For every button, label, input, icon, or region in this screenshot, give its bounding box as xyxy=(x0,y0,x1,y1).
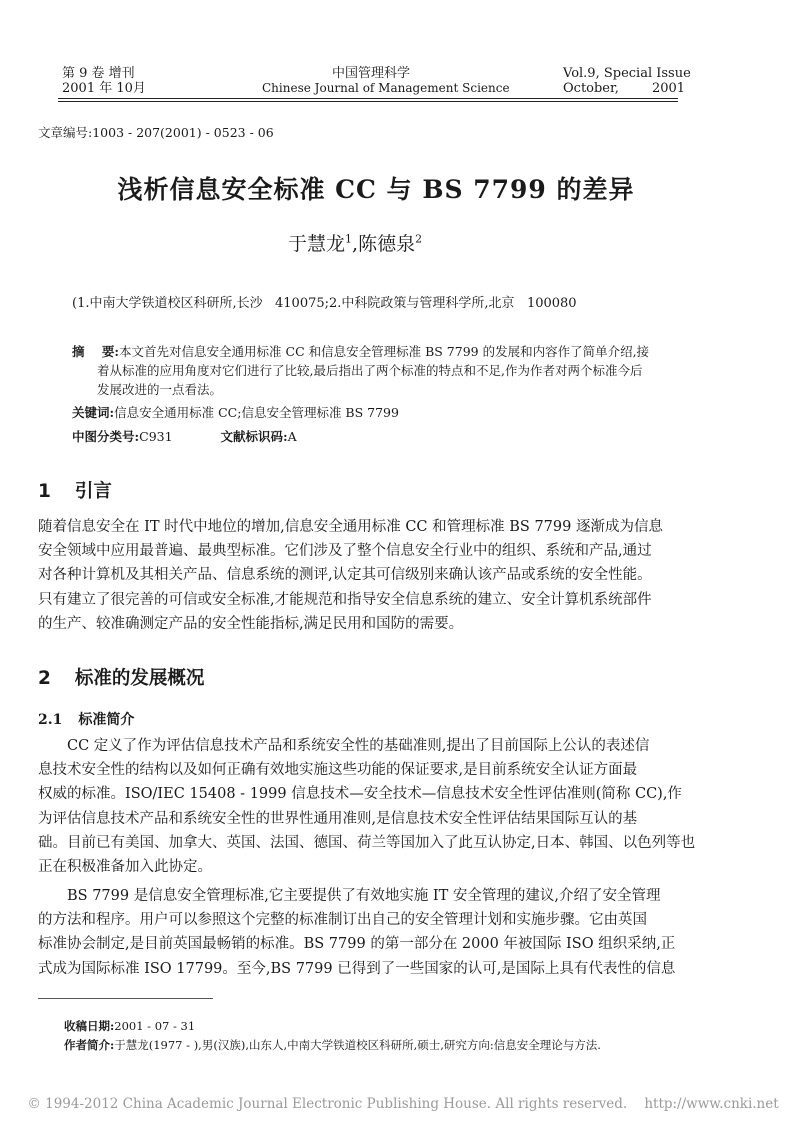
author-name: 陈德泉 xyxy=(358,233,416,255)
footnote-received xyxy=(64,1018,195,1034)
doc-code-label: 文献标识码: xyxy=(220,429,288,444)
keywords-label: 关键词: xyxy=(72,405,115,420)
affiliation: (1.中南大学铁道校区科研所,长沙 410075;2.中科院政策与管理科学所,北京 100080 xyxy=(72,296,577,311)
header-date-en: October, 2001 xyxy=(563,81,686,96)
bio-text: 于慧龙(1977 - ),男(汉族),山东人,中南大学铁道校区科研所,硕士,研究方向:信息安全理论与方法. xyxy=(114,1038,601,1052)
text-line: 对各种计算机及其相关产品、信息系统的测评,认定其可信级别来确认该产品或系统的安全性能。 xyxy=(38,567,652,584)
text-line: BS 7799 是信息安全管理标准,它主要提供了有效地实施 IT 安全管理的建议,介绍了安全管理 xyxy=(67,888,661,904)
text-line: 标准协会制定,是目前英国最畅销的标准。BS 7799 的第一部分在 2000 年被国际 ISO 组织采纳,正 xyxy=(38,936,676,953)
header-volume-en: Vol.9, Special Issue xyxy=(563,66,691,81)
text-line: 息技术安全性的结构以及如何正确有效地实施这些功能的保证要求,是目前系统安全认证方面最 xyxy=(38,762,638,779)
header-rule-bottom xyxy=(58,101,678,102)
author-affiliation-mark: 1 xyxy=(345,232,353,246)
header-volume: 第 9 卷 增刊 xyxy=(62,66,135,81)
text-line: 为评估信息技术产品和系统安全性的世界性通用准则,是信息技术安全性评估结果国际互认的基 xyxy=(38,810,638,827)
text-line: 的方法和程序。用户可以参照这个完整的标准制订出自己的安全管理计划和实施步骤。它由英国 xyxy=(38,912,647,929)
subsection-number: 2.1 xyxy=(38,712,63,728)
doc-code-value: A xyxy=(287,429,297,444)
journal-name-en: Chinese Journal of Management Science xyxy=(262,81,510,95)
author-separator: , xyxy=(352,233,359,255)
copyright-notice: © 1994-2012 China Academic Journal Electronic Publishing House. All rights reserved. http://www.cnki.net xyxy=(27,1096,779,1112)
section-title: 引言 xyxy=(74,481,112,502)
abstract-label: 摘 要: xyxy=(72,344,120,359)
bio-label: 作者简介: xyxy=(64,1038,115,1052)
text-line: 式成为国际标准 ISO 17799。至今,BS 7799 已得到了一些国家的认可,是国际上具有代表性的信息 xyxy=(38,960,676,977)
subsection-title: 标准简介 xyxy=(78,712,135,728)
section-heading xyxy=(38,664,204,690)
subsection21-para1 xyxy=(38,734,702,879)
received-date: 2001 - 07 - 31 xyxy=(114,1019,196,1033)
text-line: 随着信息安全在 IT 时代中地位的增加,信息安全通用标准 CC 和管理标准 BS 7799 逐渐成为信息 xyxy=(38,519,663,535)
paper-title: 浅析信息安全标准 CC 与 BS 7799 的差异 xyxy=(117,175,635,204)
author-name: 于慧龙 xyxy=(288,233,346,255)
section-number: 1 xyxy=(38,481,51,502)
abstract-line: 发展改进的一点看法。 xyxy=(97,382,223,397)
subsection21-para2 xyxy=(38,884,702,981)
header-rule-top xyxy=(58,98,678,99)
footnote-author-bio xyxy=(64,1037,601,1053)
footnote-rule xyxy=(38,998,213,999)
text-line: 安全领域中应用最普遍、最典型标准。它们涉及了整个信息安全行业中的组织、系统和产品,通过 xyxy=(38,543,652,560)
abstract-line: 着从标准的应用角度对它们进行了比较,最后指出了两个标准的特点和不足,作为作者对两个标准今后 xyxy=(97,363,643,378)
section1-body xyxy=(38,515,702,636)
author-affiliation-mark: 2 xyxy=(415,232,423,246)
keywords-text: 信息安全通用标准 CC;信息安全管理标准 BS 7799 xyxy=(114,405,399,420)
text-line: 的生产、较准确测定产品的安全性能指标,满足民用和国防的需要。 xyxy=(38,615,464,632)
abstract-text: 本文首先对信息安全通用标准 CC 和信息安全管理标准 BS 7799 的发展和内容作了简单介绍,接 xyxy=(119,344,650,359)
text-line: 权威的标准。ISO/IEC 15408 - 1999 信息技术—安全技术—信息技术安全性评估准则(简称 CC),作 xyxy=(38,786,682,803)
text-line: 只有建立了很完善的可信或安全标准,才能规范和指导安全信息系统的建立、安全计算机系统部件 xyxy=(38,591,652,608)
author-list xyxy=(288,229,422,256)
journal-name-cn: 中国管理科学 xyxy=(331,66,410,81)
subsection-heading xyxy=(38,709,134,729)
header-date: 2001 年 10月 xyxy=(62,81,146,96)
clc-value: C931 xyxy=(139,429,173,444)
section-title: 标准的发展概况 xyxy=(74,668,205,689)
text-line: 正在积极准备加入此协定。 xyxy=(38,859,212,876)
received-label: 收稿日期: xyxy=(64,1019,115,1033)
clc-label: 中图分类号: xyxy=(72,429,140,444)
classification xyxy=(72,428,297,445)
article-number: 文章编号:1003 - 207(2001) - 0523 - 06 xyxy=(38,125,274,140)
section-number: 2 xyxy=(38,668,51,689)
keywords xyxy=(72,404,399,421)
text-line: CC 定义了作为评估信息技术产品和系统安全性的基础准则,提出了目前国际上公认的表述信 xyxy=(67,738,650,754)
abstract-line xyxy=(72,343,649,360)
text-line: 础。目前已有美国、加拿大、英国、法国、德国、荷兰等国加入了此互认协定,日本、韩国、以色列等也 xyxy=(38,834,696,851)
section-heading xyxy=(38,477,112,503)
